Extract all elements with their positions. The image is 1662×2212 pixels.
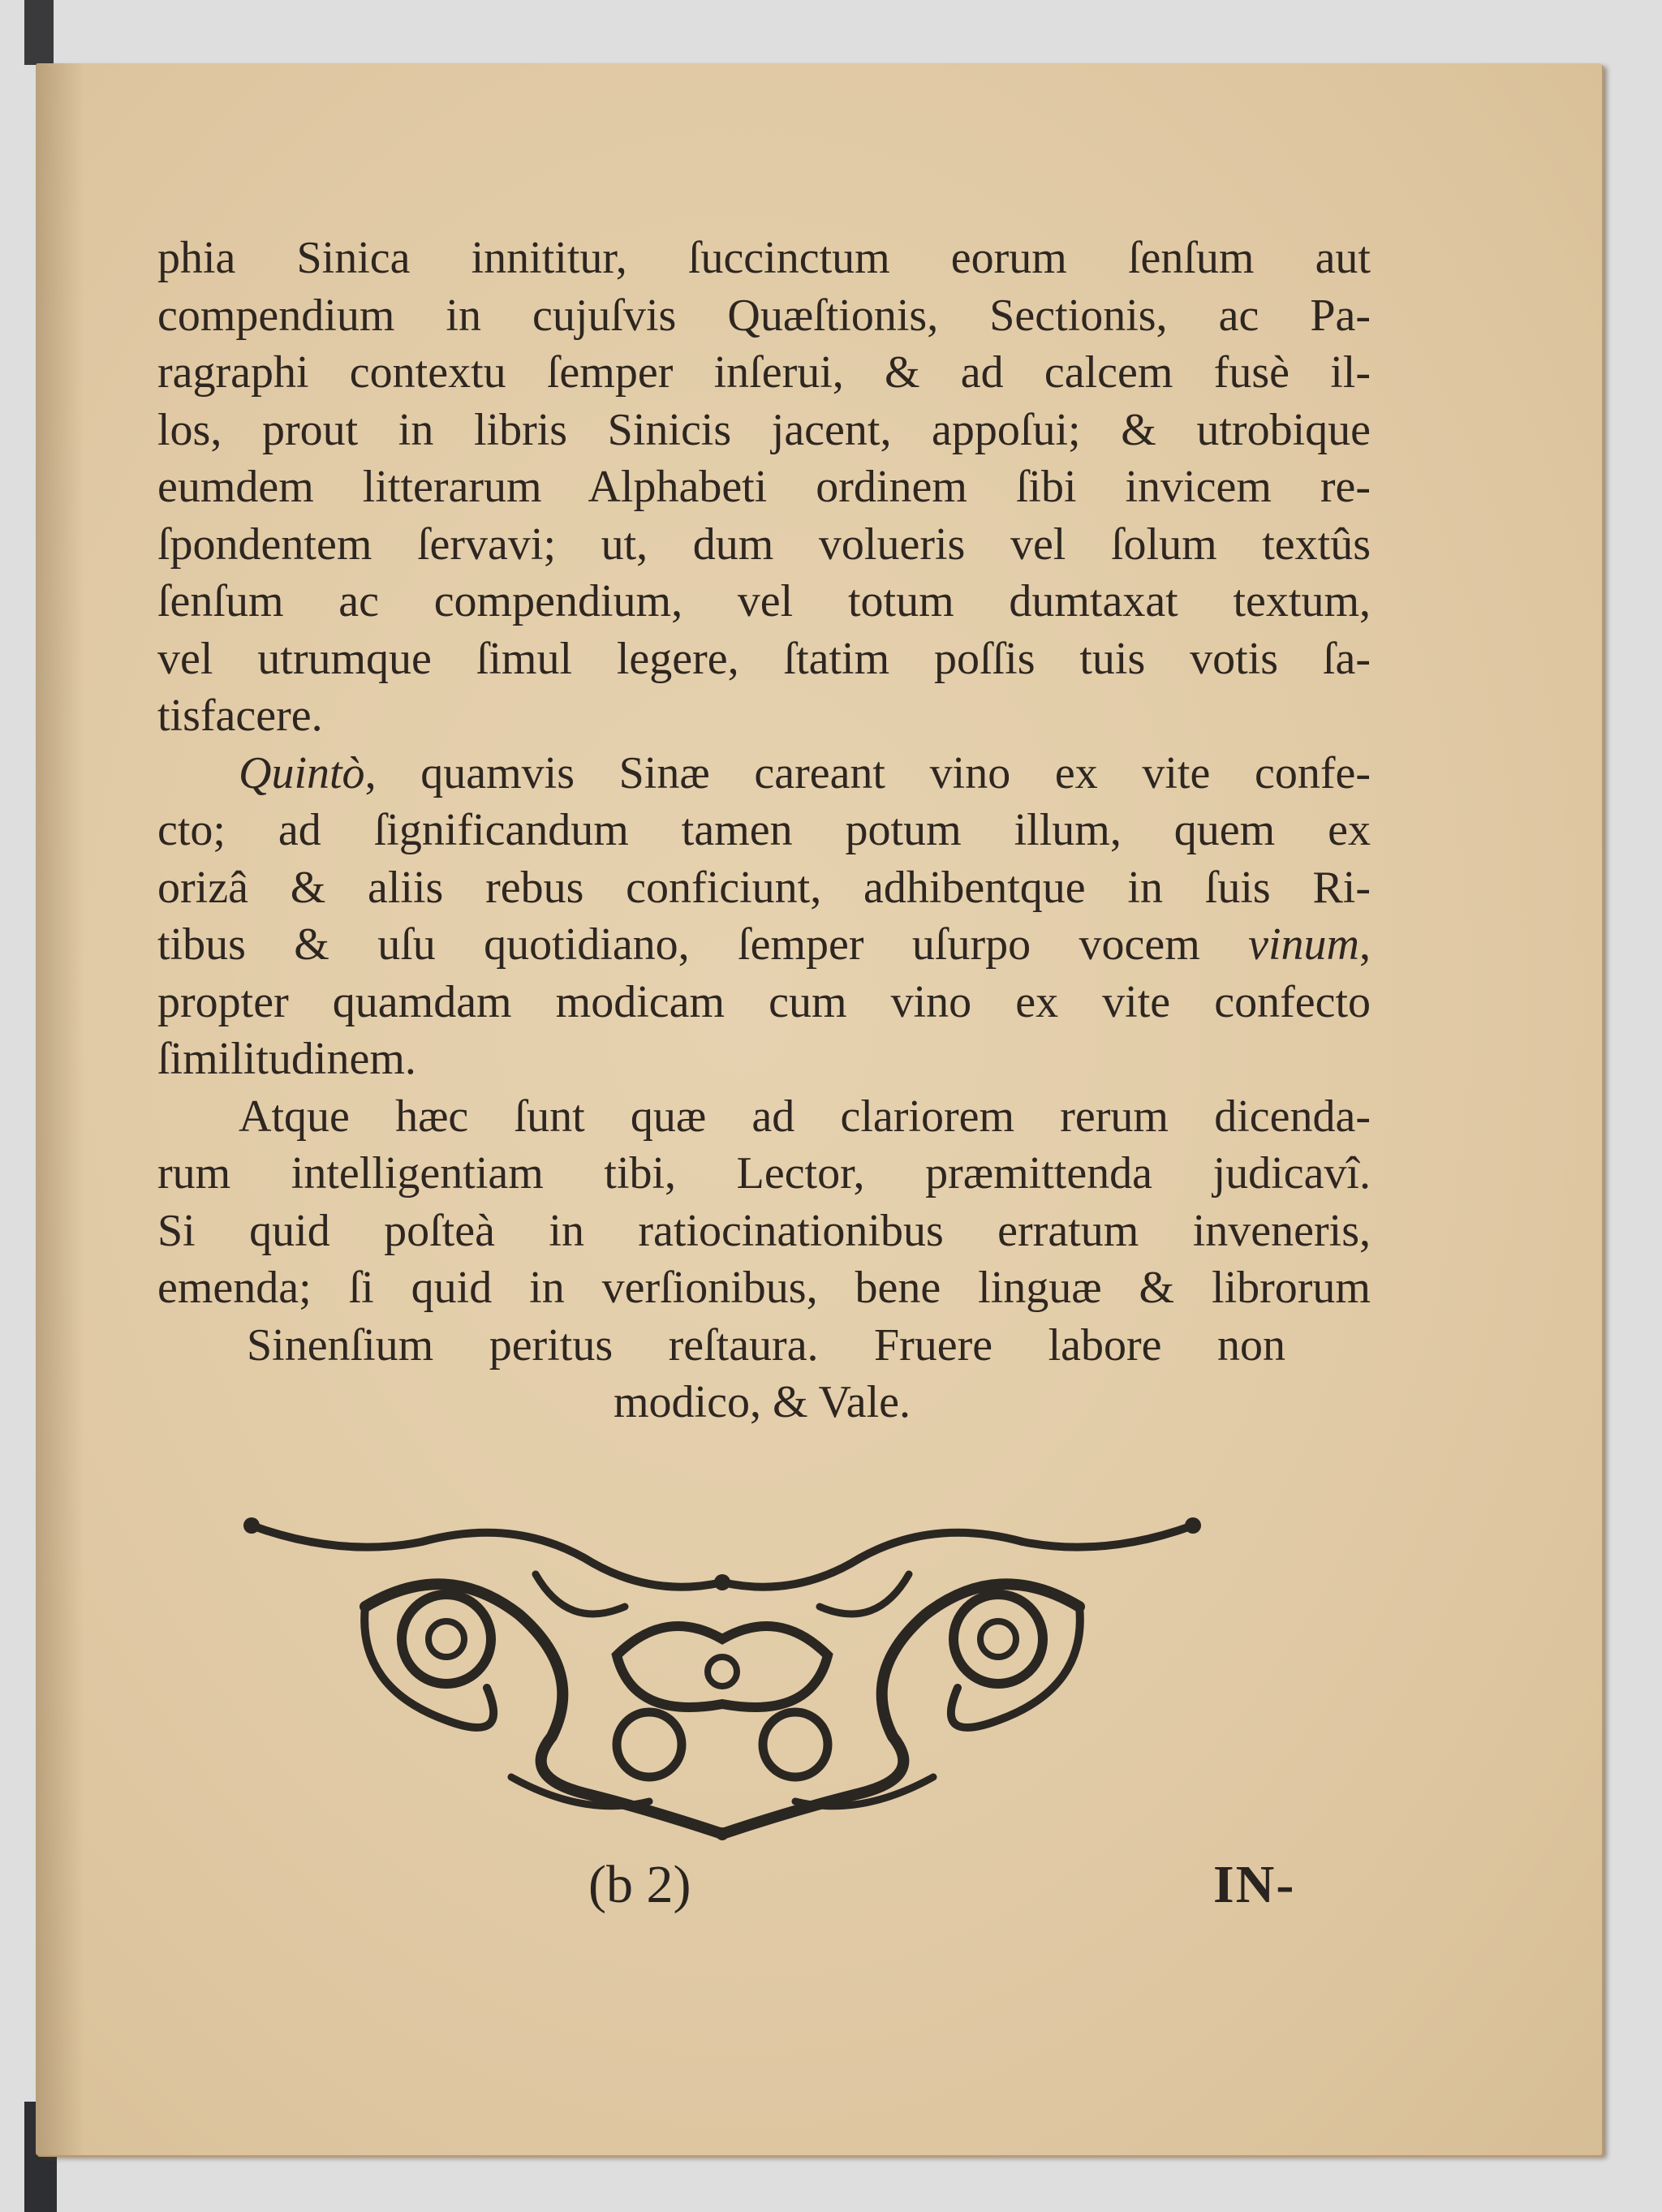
text-line: modico, & Vale. (613, 1377, 911, 1427)
text-fragment: tibus & uſu quotidiano, ſemper uſurpo vocem (157, 919, 1249, 970)
text-line: orizâ & aliis rebus conficiunt, adhibentque in ſuis Ri- (157, 862, 1371, 913)
text-line: eumdem litterarum Alphabeti ordinem ſibi invicem re- (157, 462, 1371, 512)
text-fragment: , (1359, 919, 1371, 970)
text-line: ſpondentem ſervavi; ut, dum volueris vel ſolum textûs (157, 519, 1371, 570)
page-text (157, 230, 1371, 1431)
text-line: vel utrumque ſimul legere, ſtatim poſſis tuis votis ſa- (157, 633, 1371, 684)
text-line (157, 916, 1371, 974)
text-line: ragraphi contextu ſemper inſerui, & ad calcem fusè il- (157, 347, 1371, 398)
italic-word: Quintò (239, 747, 365, 798)
text-line: tisfacere. (157, 691, 323, 741)
text-fragment: , quamvis Sinæ careant vino ex vite confe- (364, 747, 1371, 798)
book-binding-edge (24, 0, 54, 65)
text-line: Sinenſium peritus reſtaura. Fruere labore non (247, 1319, 1285, 1371)
text-line: ſimilitudinem. (157, 1034, 416, 1084)
italic-word: vinum (1248, 919, 1359, 970)
text-line: emenda; ſi quid in verſionibus, bene linguæ & librorum (157, 1263, 1371, 1313)
signature-mark: (b 2) (588, 1855, 691, 1914)
text-line: Atque hæc ſunt quæ ad clariorem rerum dicenda- (239, 1091, 1371, 1142)
text-line: compendium in cujuſvis Quæſtionis, Sectionis, ac Pa- (157, 290, 1371, 341)
text-line: propter quamdam modicam cum vino ex vite confecto (157, 976, 1371, 1027)
text-line: ſenſum ac compendium, vel totum dumtaxat textum, (157, 576, 1371, 626)
text-line: los, prout in libris Sinicis jacent, appoſui; & utrobique (157, 404, 1371, 455)
decorative-tailpiece-ornament (243, 1509, 1201, 1842)
catchword: IN- (1213, 1855, 1296, 1914)
text-line: phia Sinica innititur, ſuccinctum eorum ſenſum aut (157, 233, 1371, 283)
paragraph-quinto-first-line (157, 745, 1371, 803)
text-line: Si quid poſteà in ratiocinationibus erratum inveneris, (157, 1205, 1371, 1256)
text-line: rum intelligentiam tibi, Lector, præmittenda judicavî. (157, 1148, 1371, 1199)
text-line: cto; ad ſignificandum tamen potum illum, quem ex (157, 805, 1371, 855)
